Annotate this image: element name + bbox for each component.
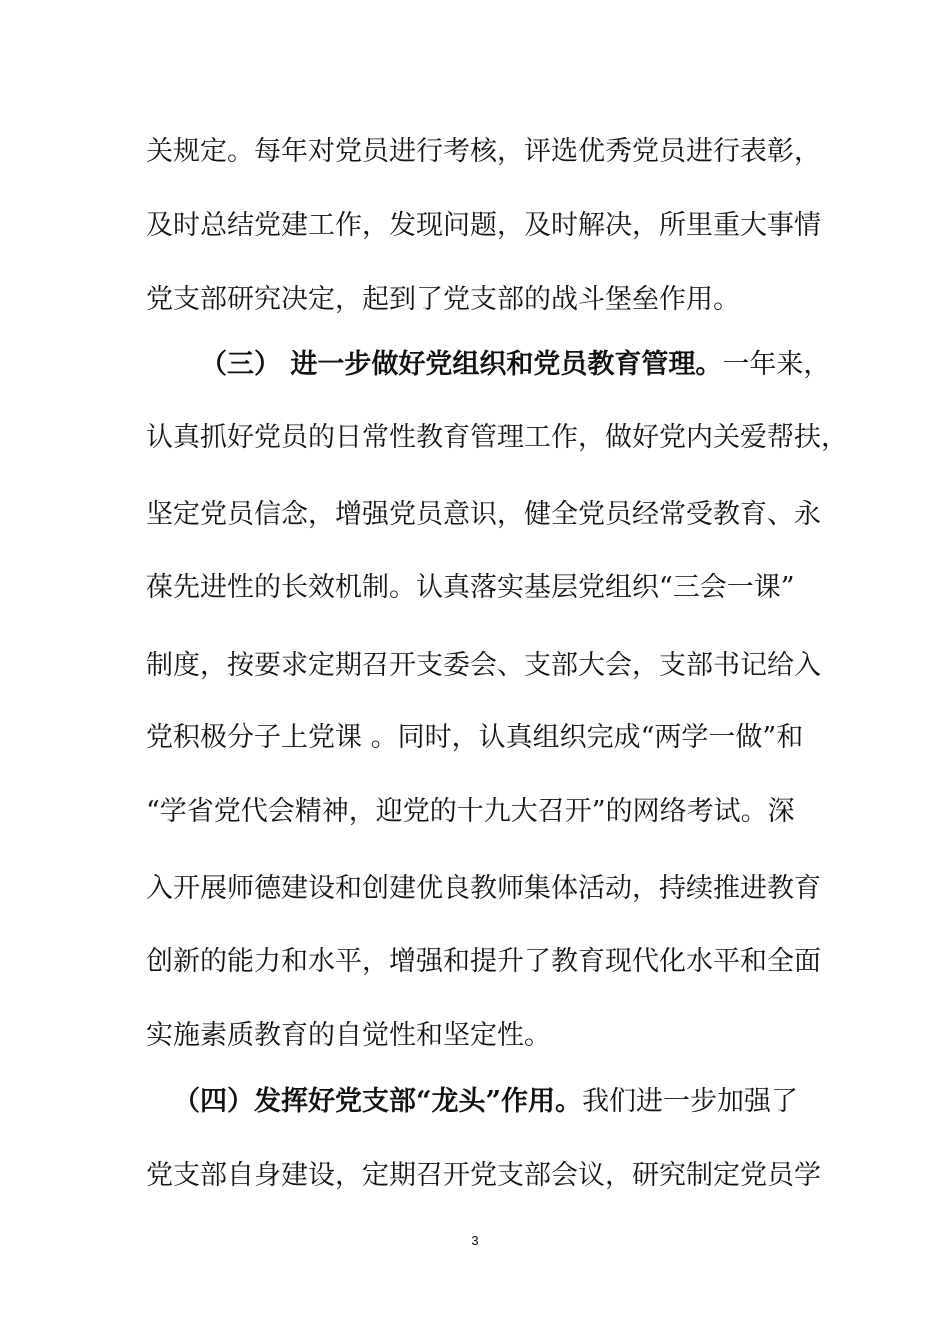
text-line: 关规定。每年对党员进行考核，评选优秀党员进行表彰， <box>146 136 821 167</box>
section-heading-line <box>173 1087 798 1117</box>
section-heading-continuation: 一年来， <box>722 349 831 380</box>
text-line: 坚定党员信念，增强党员意识，健全党员经常受教育、永 <box>146 499 821 530</box>
text-line: 葆先进性的长效机制。认真落实基层党组织“三会一课” <box>146 572 795 603</box>
text-line: 党支部自身建设，定期召开党支部会议，研究制定党员学 <box>146 1160 821 1191</box>
text-line: 认真抓好党员的日常性教育管理工作，做好党内关爱帮扶， <box>146 422 848 453</box>
page-number: 3 <box>471 1233 479 1248</box>
section-heading: （三） 进一步做好党组织和党员教育管理。 <box>200 349 723 380</box>
text-line: 党积极分子上党课 。同时，认真组织完成“两学一做”和 <box>146 722 804 753</box>
section-heading: （四）发挥好党支部“龙头”作用。 <box>173 1086 583 1117</box>
text-line: 创新的能力和水平，增强和提升了教育现代化水平和全面 <box>146 946 821 977</box>
text-line: “学省党代会精神，迎党的十九大召开”的网络考试。深 <box>146 796 795 827</box>
section-heading-continuation: 我们进一步加强了 <box>582 1086 799 1117</box>
text-line: 党支部研究决定，起到了党支部的战斗堡垒作用。 <box>146 284 740 315</box>
text-line: 制度，按要求定期召开支委会、支部大会，支部书记给入 <box>146 650 821 681</box>
text-line: 实施素质教育的自觉性和坚定性。 <box>146 1020 551 1051</box>
section-heading-line <box>200 350 830 380</box>
text-line: 入开展师德建设和创建优良教师集体活动，持续推进教育 <box>146 873 821 904</box>
text-line: 及时总结党建工作，发现问题，及时解决，所里重大事情 <box>146 210 821 241</box>
